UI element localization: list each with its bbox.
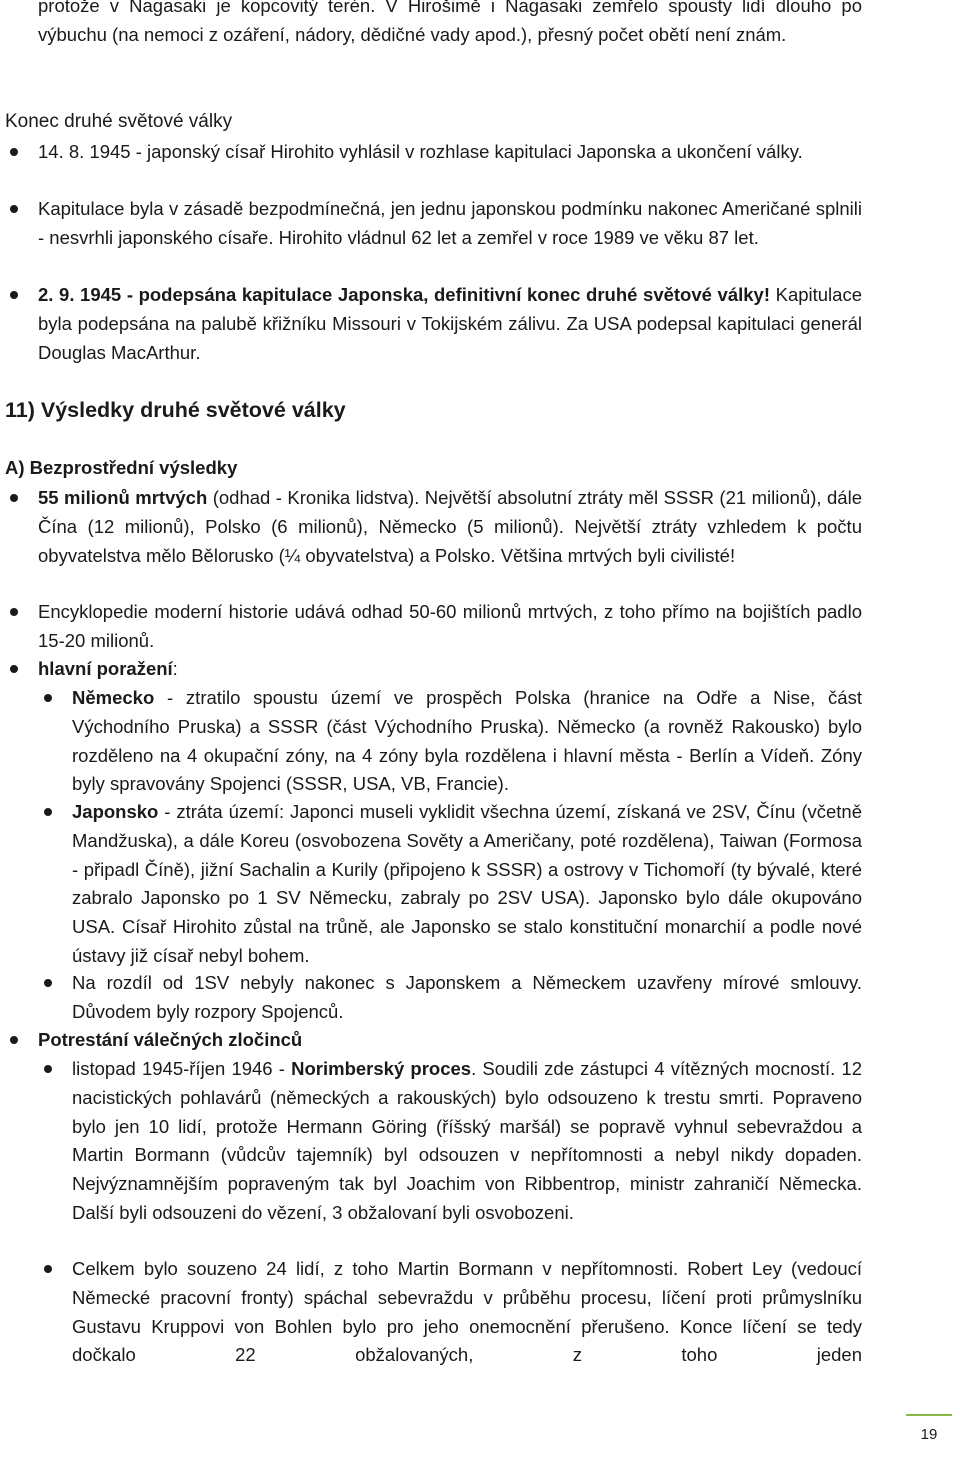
list-item-encyclopedia-estimate: Encyklopedie moderní historie udává odhad 50-60 milionů mrtvých, z toho přímo na bojištích padlo 15-20 milionů. — [38, 601, 862, 651]
bullet-icon — [10, 494, 18, 502]
list-item-surrender-signed: 2. 9. 1945 - podepsána kapitulace Japonska, definitivní konec druhé světové války! Kapitulace byla podepsána na palubě křižníku Missouri v Tokijském zálivu. Za USA podepsal kapitulaci generál Douglas MacArthur. — [38, 284, 862, 363]
page-number: 19 — [906, 1414, 952, 1454]
bullet-icon — [10, 291, 18, 299]
bullet-icon — [10, 665, 18, 673]
bullet-icon — [44, 979, 52, 987]
heading-end-of-war: Konec druhé světové války — [5, 111, 233, 132]
bullet-icon — [10, 1036, 18, 1044]
heading-results-of-war: 11) Výsledky druhé světové války — [5, 398, 346, 422]
list-item-war-criminals: Potrestání válečných zločinců — [38, 1029, 303, 1050]
sub-item-japan: Japonsko - ztráta území: Japonci museli vyklidit všechna území, získaná ve 2SV, Čínu (včetně Mandžuska), a dále Koreu (osvobozena Sověty a Američany, poté rozdělena), Taiwan (Formosa - připadl Číně), jižní Sachalin a Kurily (připojeno k SSSR) a ostrovy v Tichomoří (ty bývalé, které zabralo Japonsko po 1 SV Německu, zabraly po 2SV USA). Japonsko bylo dále okupováno USA. Císař Hirohito zůstal na trůně, ale Japonsko se stalo konstituční monarchií a podle nové ústavy již císař nebyl bohem. — [72, 801, 862, 966]
list-item-main-defeated: hlavní poražení: — [38, 658, 178, 679]
sub-item-no-peace-treaties: Na rozdíl od 1SV nebyly nakonec s Japonskem a Německem uzavřeny mírové smlouvy. Důvodem byly rozpory Spojenců. — [72, 972, 862, 1022]
bullet-icon — [10, 205, 18, 213]
subheading-immediate-results: A) Bezprostřední výsledky — [5, 457, 238, 478]
sub-item-trial-defendants: Celkem bylo souzeno 24 lidí, z toho Martin Bormann v nepřítomnosti. Robert Ley (vedoucí Německé pracovní fronty) spáchal sebevraždu v průběhu procesu, líčení proti průmyslníku Gustavu Kruppovi von Bohlen bylo pro jeho onemocnění přerušeno. Konce líčení se tedy dočkalo 22 obžalovaných, z toho jeden — [72, 1258, 862, 1366]
list-item-surrender-terms: Kapitulace byla v zásadě bezpodmínečná, jen jednu japonskou podmínku nakonec Američané splnili - nesvrhli japonského císaře. Hirohito vládnul 62 let a zemřel v roce 1989 ve věku 87 let. — [38, 198, 862, 248]
sub-item-germany: Německo - ztratilo spoustu území ve prospěch Polska (hranice na Odře a Nise, část Východního Pruska) a SSSR (část Východního Pruska). Německo (a rovněž Rakousko) bylo rozděleno na 4 okupační zóny, na 4 zóny byla rozdělena i hlavní města - Berlín a Vídeň. Zóny byly spravovány Spojenci (SSSR, USA, VB, Francie). — [72, 687, 862, 795]
bullet-icon — [44, 1065, 52, 1073]
bullet-icon — [44, 1265, 52, 1273]
bullet-icon — [10, 148, 18, 156]
bullet-icon — [44, 694, 52, 702]
bullet-icon — [10, 608, 18, 616]
list-item-surrender-announced: 14. 8. 1945 - japonský císař Hirohito vyhlásil v rozhlase kapitulaci Japonska a ukončení války. — [38, 141, 803, 162]
bullet-icon — [44, 808, 52, 816]
sub-item-nuremberg-trial: listopad 1945-říjen 1946 - Norimberský proces. Soudili zde zástupci 4 vítězných mocností. 12 nacistických pohlavárů (německých a rakouských) bylo odsouzeno k trestu smrti. Popraveno bylo jen 10 lidí, protože Hermann Göring (říšský maršál) se popravě vyhnul sebevraždou a Martin Bormann (vůdcův tajemník) byl odsouzen v nepřítomnosti a nebyl nikdy dopaden. Nejvýznamnějším popraveným tak byl Joachim von Ribbentrop, ministr zahraničí Německa. Další byli odsouzeni do vězení, 3 obžalovaní byli osvobozeni. — [72, 1058, 862, 1223]
list-item-casualties: 55 milionů mrtvých (odhad - Kronika lidstva). Největší absolutní ztráty měl SSSR (21 milionů), dále Čína (12 milionů), Polsko (6 milionů), Německo (5 milionů). Největší ztráty vzhledem k počtu obyvatelstva mělo Bělorusko (¼ obyvatelstva) a Polsko. Většina mrtvých byli civilisté! — [38, 487, 862, 566]
continued-paragraph: protože v Nagasaki je kopcovitý terén. V Hirošimě i Nagasaki zemřelo spousty lidí dlouho po výbuchu (na nemoci z ozáření, nádory, dědičné vady apod.), přesný počet obětí není znám. — [38, 0, 862, 45]
